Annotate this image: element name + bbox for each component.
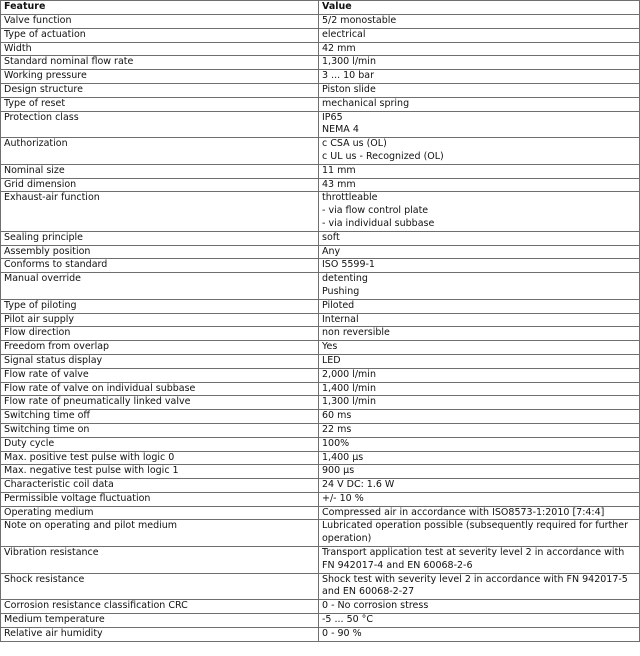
table-row xyxy=(1,178,640,192)
feature-cell: Max. positive test pulse with logic 0 xyxy=(1,451,319,465)
value-cell xyxy=(319,423,640,437)
feature-cell: Sealing principle xyxy=(1,231,319,245)
table-row xyxy=(1,547,640,574)
value-cell xyxy=(319,97,640,111)
feature-cell: Corrosion resistance classification CRC xyxy=(1,600,319,614)
value-cell xyxy=(319,492,640,506)
value-line: 100% xyxy=(322,437,350,449)
value-cell xyxy=(319,178,640,192)
value-line: 2,000 l/min xyxy=(322,368,376,380)
table-row xyxy=(1,368,640,382)
table-row xyxy=(1,164,640,178)
table-row xyxy=(1,111,640,138)
value-line: 5/2 monostable xyxy=(322,15,397,26)
table-row xyxy=(1,15,640,29)
table-row xyxy=(1,231,640,245)
value-line: Piloted xyxy=(322,299,355,311)
value-cell xyxy=(319,354,640,368)
value-line: Pushing xyxy=(322,285,360,297)
feature-column-header: Feature xyxy=(1,1,319,15)
value-line: 22 ms xyxy=(322,423,352,435)
value-line: LED xyxy=(322,354,341,366)
value-cell xyxy=(319,341,640,355)
value-cell xyxy=(319,313,640,327)
table-row xyxy=(1,382,640,396)
value-cell xyxy=(319,600,640,614)
feature-cell: Type of actuation xyxy=(1,28,319,42)
table-row xyxy=(1,465,640,479)
feature-cell: Switching time on xyxy=(1,423,319,437)
value-line: Lubricated operation possible (subsequently required for further operation) xyxy=(322,520,629,545)
table-row xyxy=(1,313,640,327)
value-cell xyxy=(319,192,640,231)
table-row xyxy=(1,410,640,424)
feature-cell: Switching time off xyxy=(1,410,319,424)
value-cell xyxy=(319,245,640,259)
table-row xyxy=(1,479,640,493)
table-row xyxy=(1,492,640,506)
value-cell xyxy=(319,83,640,97)
feature-cell: Vibration resistance xyxy=(1,547,319,574)
spec-table-body xyxy=(1,15,640,642)
value-line: 1,300 l/min xyxy=(322,396,376,408)
table-row xyxy=(1,56,640,70)
value-cell xyxy=(319,56,640,70)
value-line: 60 ms xyxy=(322,410,352,422)
value-line: Shock test with severity level 2 in accordance with FN 942017-5 and EN 60068-2-27 xyxy=(322,573,628,598)
table-row xyxy=(1,437,640,451)
value-cell xyxy=(319,42,640,56)
table-row xyxy=(1,506,640,520)
feature-cell: Operating medium xyxy=(1,506,319,520)
feature-cell: Assembly position xyxy=(1,245,319,259)
feature-cell: Signal status display xyxy=(1,354,319,368)
table-row xyxy=(1,573,640,600)
value-line: c CSA us (OL) xyxy=(322,138,387,150)
value-line: Transport application test at severity level 2 in accordance with FN 942017-4 and EN 60068-2-6 xyxy=(322,547,625,571)
value-line: 3 ... 10 bar xyxy=(322,70,375,82)
table-row xyxy=(1,138,640,165)
feature-cell: Max. negative test pulse with logic 1 xyxy=(1,465,319,479)
table-row xyxy=(1,627,640,641)
value-line: Piston slide xyxy=(322,83,376,95)
value-cell xyxy=(319,547,640,574)
value-line: ISO 5599-1 xyxy=(322,259,375,271)
value-line: 0 - 90 % xyxy=(322,627,362,639)
table-row xyxy=(1,259,640,273)
table-row xyxy=(1,354,640,368)
value-cell xyxy=(319,396,640,410)
value-line: Compressed air in accordance with ISO8573-1:2010 [7:4:4] xyxy=(322,506,605,518)
value-line: c UL us - Recognized (OL) xyxy=(322,150,444,162)
table-row xyxy=(1,83,640,97)
feature-cell: Working pressure xyxy=(1,70,319,84)
value-line: - via flow control plate xyxy=(322,205,429,217)
value-cell xyxy=(319,138,640,165)
value-line: Yes xyxy=(322,341,338,353)
value-line: 24 V DC: 1.6 W xyxy=(322,479,395,491)
table-row xyxy=(1,396,640,410)
value-line: IP65 xyxy=(322,111,343,123)
value-line: 900 µs xyxy=(322,465,355,477)
table-row xyxy=(1,245,640,259)
feature-cell: Design structure xyxy=(1,83,319,97)
value-cell xyxy=(319,299,640,313)
value-line: throttleable xyxy=(322,192,378,204)
value-cell xyxy=(319,520,640,547)
value-cell xyxy=(319,382,640,396)
feature-cell: Nominal size xyxy=(1,164,319,178)
feature-cell: Authorization xyxy=(1,138,319,165)
value-cell xyxy=(319,273,640,300)
value-cell xyxy=(319,573,640,600)
feature-cell: Relative air humidity xyxy=(1,627,319,641)
value-line: non reversible xyxy=(322,327,390,339)
feature-cell: Pilot air supply xyxy=(1,313,319,327)
table-row xyxy=(1,299,640,313)
value-line: 1,300 l/min xyxy=(322,56,376,68)
value-line: detenting xyxy=(322,273,368,285)
table-row xyxy=(1,423,640,437)
value-cell xyxy=(319,614,640,628)
value-line: Any xyxy=(322,245,341,257)
value-column-header: Value xyxy=(319,1,640,15)
value-line: 11 mm xyxy=(322,164,356,176)
value-cell xyxy=(319,327,640,341)
table-row xyxy=(1,273,640,300)
value-cell xyxy=(319,111,640,138)
value-line: 42 mm xyxy=(322,42,356,54)
value-line: 0 - No corrosion stress xyxy=(322,600,429,612)
value-cell xyxy=(319,28,640,42)
value-line: +/- 10 % xyxy=(322,492,364,504)
feature-cell: Flow rate of valve xyxy=(1,368,319,382)
value-cell xyxy=(319,231,640,245)
feature-cell: Characteristic coil data xyxy=(1,479,319,493)
value-cell xyxy=(319,368,640,382)
table-row xyxy=(1,451,640,465)
feature-cell: Flow rate of valve on individual subbase xyxy=(1,382,319,396)
table-row xyxy=(1,520,640,547)
table-row xyxy=(1,70,640,84)
value-line: mechanical spring xyxy=(322,97,410,109)
value-cell xyxy=(319,15,640,29)
feature-cell: Conforms to standard xyxy=(1,259,319,273)
feature-cell: Shock resistance xyxy=(1,573,319,600)
table-row xyxy=(1,341,640,355)
value-line: Internal xyxy=(322,313,359,325)
table-row xyxy=(1,614,640,628)
value-cell xyxy=(319,451,640,465)
feature-cell: Width xyxy=(1,42,319,56)
value-cell xyxy=(319,70,640,84)
feature-cell: Type of reset xyxy=(1,97,319,111)
value-line: electrical xyxy=(322,28,366,40)
value-cell xyxy=(319,259,640,273)
feature-cell: Exhaust-air function xyxy=(1,192,319,231)
feature-cell: Standard nominal flow rate xyxy=(1,56,319,70)
feature-cell: Note on operating and pilot medium xyxy=(1,520,319,547)
value-cell xyxy=(319,479,640,493)
feature-cell: Valve function xyxy=(1,15,319,29)
feature-cell: Flow direction xyxy=(1,327,319,341)
table-row xyxy=(1,600,640,614)
feature-cell: Manual override xyxy=(1,273,319,300)
table-row xyxy=(1,327,640,341)
value-cell xyxy=(319,164,640,178)
value-line: soft xyxy=(322,231,340,243)
value-line: 1,400 µs xyxy=(322,451,364,463)
value-line: 43 mm xyxy=(322,178,356,190)
value-cell xyxy=(319,465,640,479)
feature-cell: Grid dimension xyxy=(1,178,319,192)
table-header-row xyxy=(1,1,640,15)
table-row xyxy=(1,97,640,111)
feature-cell: Protection class xyxy=(1,111,319,138)
table-row xyxy=(1,192,640,231)
feature-cell: Flow rate of pneumatically linked valve xyxy=(1,396,319,410)
feature-cell: Freedom from overlap xyxy=(1,341,319,355)
feature-cell: Medium temperature xyxy=(1,614,319,628)
value-cell xyxy=(319,506,640,520)
value-line: -5 ... 50 °C xyxy=(322,614,374,626)
value-cell xyxy=(319,410,640,424)
value-cell xyxy=(319,437,640,451)
feature-cell: Permissible voltage fluctuation xyxy=(1,492,319,506)
table-row xyxy=(1,28,640,42)
value-line: NEMA 4 xyxy=(322,124,359,136)
feature-cell: Type of piloting xyxy=(1,299,319,313)
table-row xyxy=(1,42,640,56)
value-line: - via individual subbase xyxy=(322,217,435,229)
value-line: 1,400 l/min xyxy=(322,382,376,394)
value-cell xyxy=(319,627,640,641)
feature-cell: Duty cycle xyxy=(1,437,319,451)
